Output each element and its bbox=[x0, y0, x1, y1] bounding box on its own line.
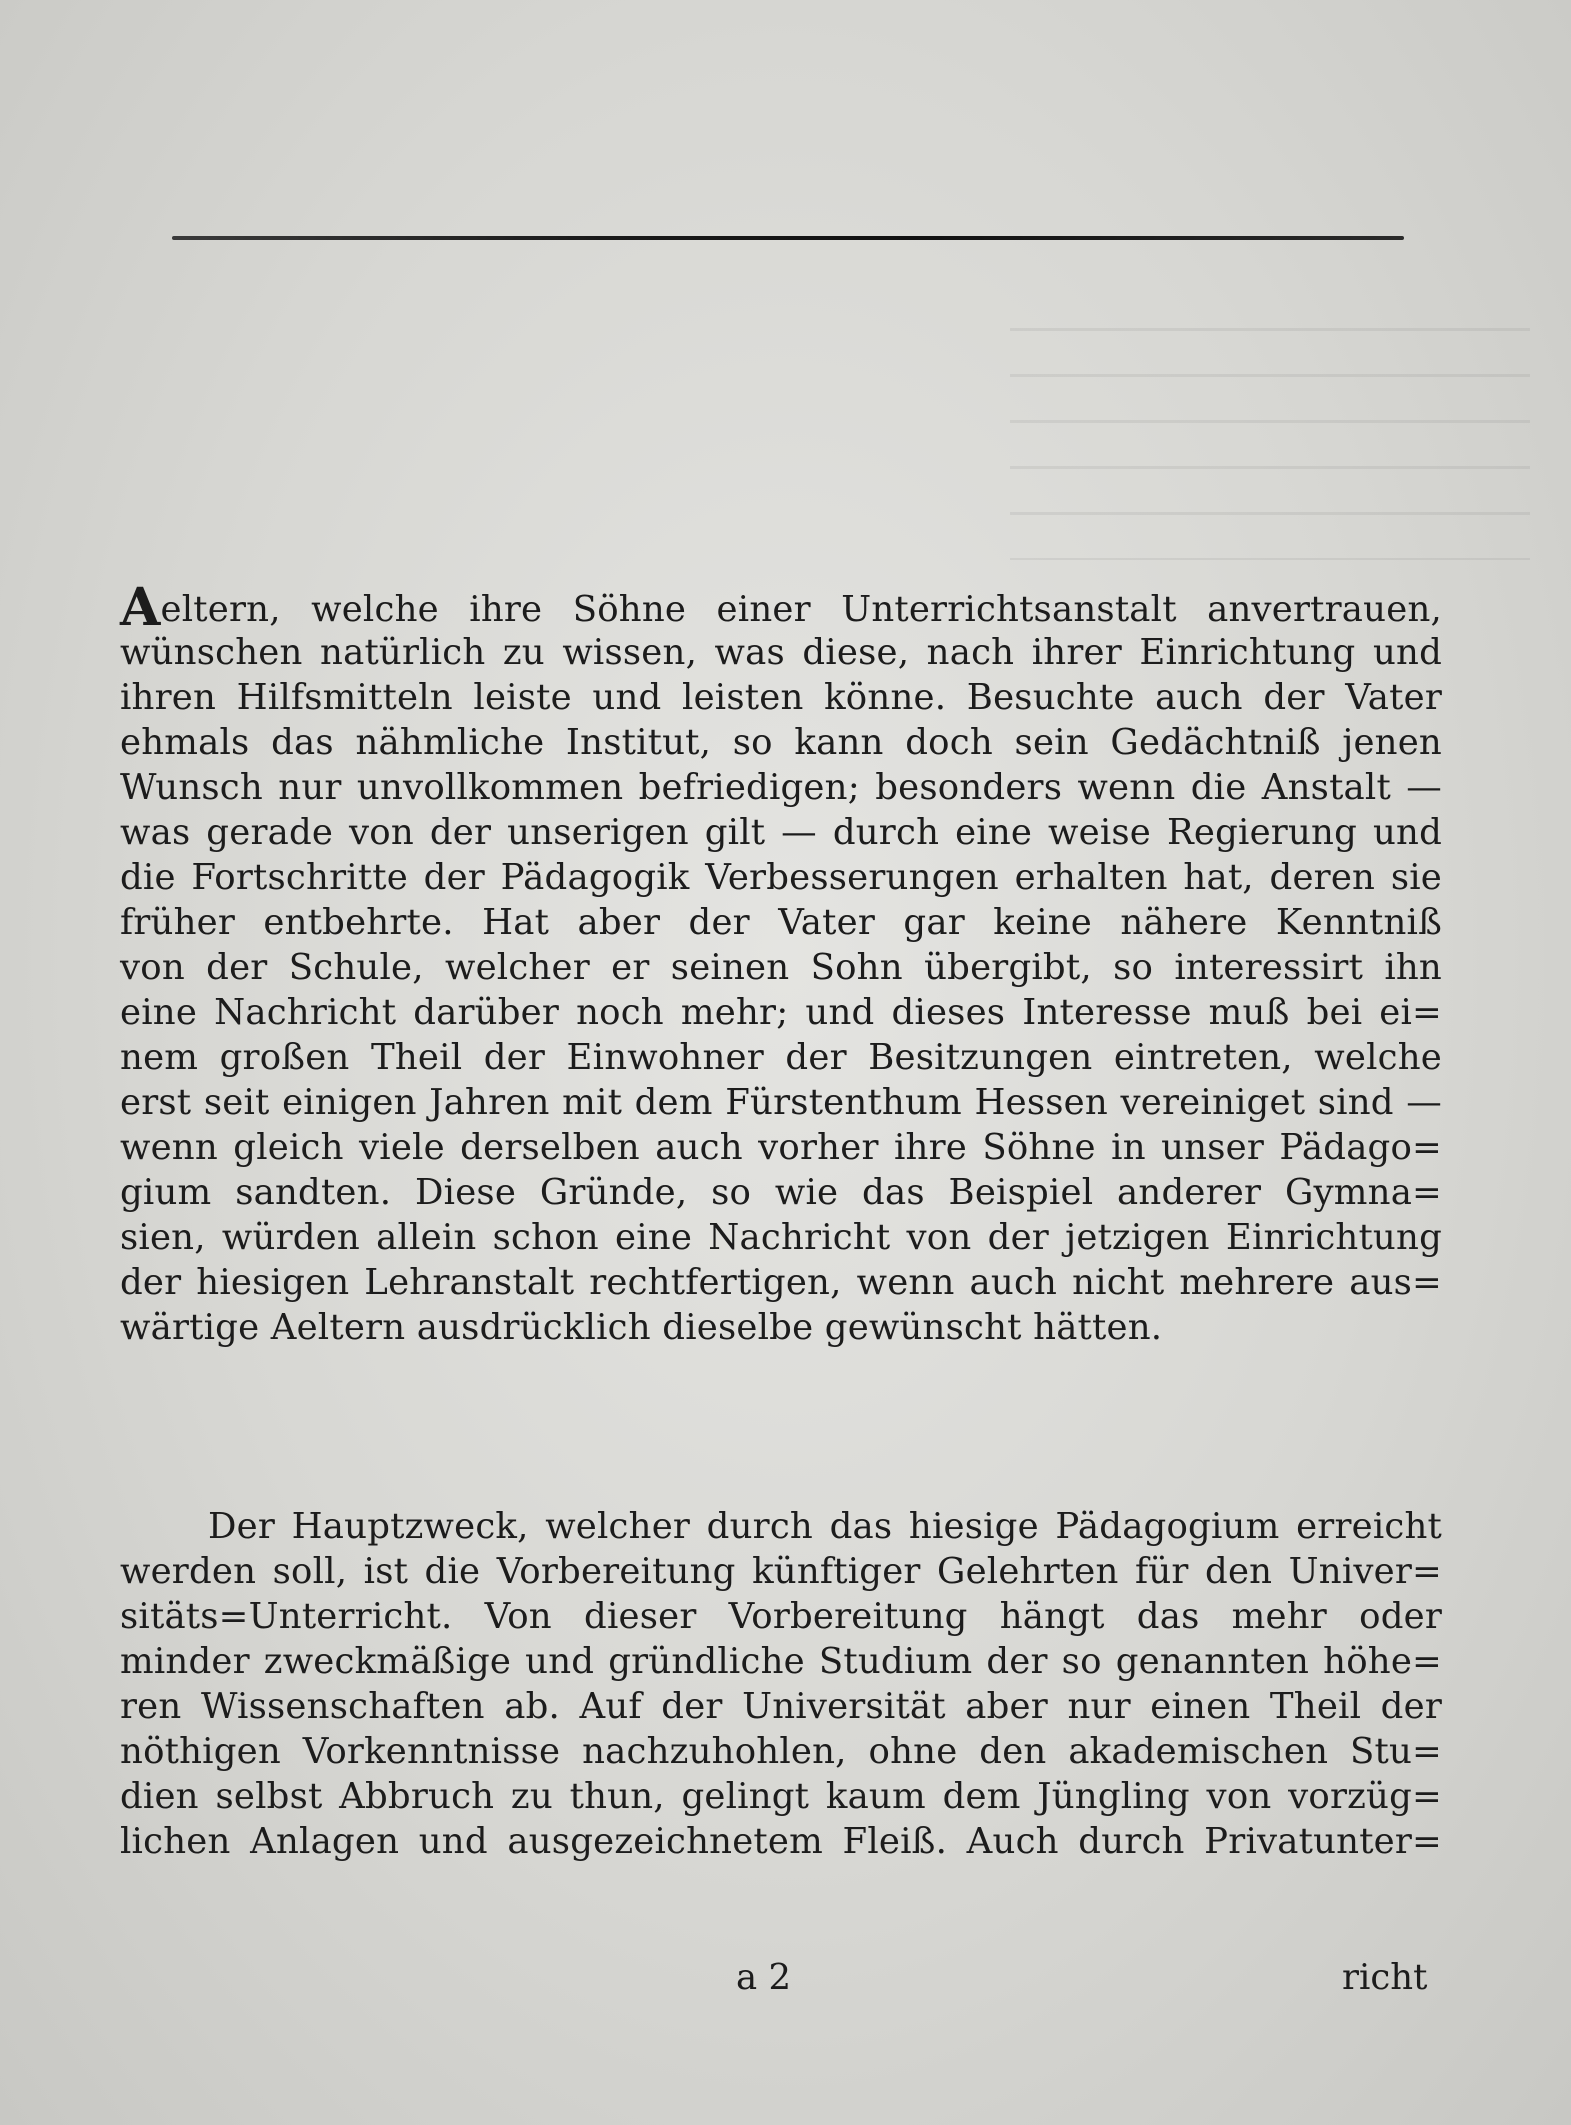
text-line: ehmals das nähmliche Institut, so kann doch sein Gedächtniß jenen bbox=[120, 722, 1442, 763]
bleed-through-text bbox=[1010, 300, 1530, 560]
text-line: früher entbehrte. Hat aber der Vater gar keine nähere Kenntniß bbox=[120, 902, 1442, 943]
text-line: die Fortschritte der Pädagogik Verbesserungen erhalten hat, deren sie bbox=[120, 857, 1442, 898]
text-line: wärtige Aeltern ausdrücklich dieselbe gewünscht hätten. bbox=[120, 1307, 1163, 1348]
text-line: erst seit einigen Jahren mit dem Fürstenthum Hessen vereiniget sind — bbox=[120, 1082, 1442, 1123]
text-line: was gerade von der unserigen gilt — durch eine weise Regierung und bbox=[120, 812, 1442, 853]
text-line: wenn gleich viele derselben auch vorher ihre Söhne in unser Pädago= bbox=[120, 1127, 1442, 1168]
text-line: wünschen natürlich zu wissen, was diese, nach ihrer Einrichtung und bbox=[120, 632, 1442, 673]
text-line: nöthigen Vorkenntnisse nachzuhohlen, ohne den akademischen Stu= bbox=[120, 1731, 1442, 1772]
text-line: dien selbst Abbruch zu thun, gelingt kaum dem Jüngling von vorzüg= bbox=[120, 1776, 1442, 1817]
header-rule bbox=[172, 236, 1404, 240]
initial-letter: A bbox=[120, 577, 161, 638]
text-line: von der Schule, welcher er seinen Sohn übergibt, so interessirt ihn bbox=[120, 947, 1442, 988]
signature-mark: a 2 bbox=[736, 1957, 792, 1998]
text-line: der hiesigen Lehranstalt rechtfertigen, wenn auch nicht mehrere aus= bbox=[120, 1262, 1442, 1303]
text-line: werden soll, ist die Vorbereitung künftiger Gelehrten für den Univer= bbox=[120, 1551, 1442, 1592]
text-line: sitäts=Unterricht. Von dieser Vorbereitung hängt das mehr oder bbox=[120, 1596, 1442, 1637]
text-line: nem großen Theil der Einwohner der Besitzungen eintreten, welche bbox=[120, 1037, 1442, 1078]
text-line: sien, würden allein schon eine Nachricht von der jetzigen Einrichtung bbox=[120, 1217, 1442, 1258]
text-line: ihren Hilfsmitteln leiste und leisten könne. Besuchte auch der Vater bbox=[120, 677, 1442, 718]
paragraph-2 bbox=[120, 1504, 1442, 1864]
paragraph-1 bbox=[120, 577, 1442, 1350]
text-line: Der Hauptzweck, welcher durch das hiesige Pädagogium erreicht bbox=[208, 1506, 1442, 1547]
text-line: eine Nachricht darüber noch mehr; und dieses Interesse muß bei ei= bbox=[120, 992, 1442, 1033]
text-line: gium sandten. Diese Gründe, so wie das Beispiel anderer Gymna= bbox=[120, 1172, 1442, 1213]
text-line: ren Wissenschaften ab. Auf der Universität aber nur einen Theil der bbox=[120, 1686, 1442, 1727]
text-line: lichen Anlagen und ausgezeichnetem Fleiß. Auch durch Privatunter= bbox=[120, 1821, 1442, 1862]
catchword: richt bbox=[1342, 1957, 1428, 1998]
text-line: minder zweckmäßige und gründliche Studium der so genannten höhe= bbox=[120, 1641, 1442, 1682]
text-line: Aeltern, welche ihre Söhne einer Unterrichtsanstalt anvertrauen, bbox=[120, 577, 1442, 638]
text-line: Wunsch nur unvollkommen befriedigen; besonders wenn die Anstalt — bbox=[120, 767, 1442, 808]
